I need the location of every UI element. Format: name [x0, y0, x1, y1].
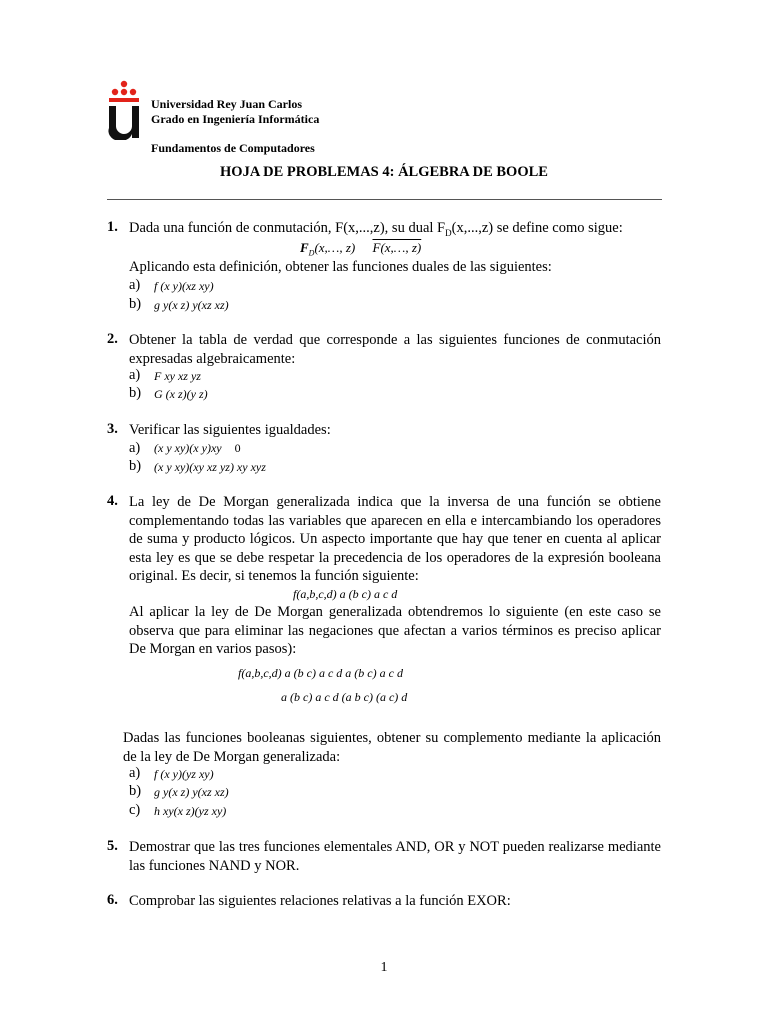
problem-4c-formula: h xy(x z)(yz xy): [154, 804, 227, 818]
problem-1-text-end: (x,...,z) se define como sigue:: [451, 220, 623, 236]
dual-args: (x,…, z): [314, 240, 356, 255]
problem-4-number: 4.: [107, 493, 118, 509]
problem-2-number: 2.: [107, 331, 118, 347]
problem-4-text-3: Dadas las funciones booleanas siguientes, obtener su complemento mediante la aplicación de la ley de De Morgan generalizada:: [123, 730, 661, 765]
problem-1-text-main: Dada una función de conmutación, F(x,...,z), su dual F: [129, 220, 446, 236]
problem-4c-label: c): [129, 802, 141, 818]
problem-5-number: 5.: [107, 838, 118, 854]
problem-3a-label: a): [129, 440, 141, 456]
problem-2b-label: b): [129, 385, 142, 401]
degree-name: Grado en Ingeniería Informática: [151, 112, 320, 126]
problem-1-text: [129, 219, 623, 242]
header-text: [151, 97, 319, 127]
problem-5-text: Demostrar que las tres funciones elementales AND, OR y NOT pueden realizarse mediante las funciones NAND y NOR.: [129, 839, 661, 874]
problem-6-text: Comprobar las siguientes relaciones relativas a la función EXOR:: [129, 893, 511, 909]
dual-definition-rhs: F(x,…, z): [372, 240, 422, 255]
problem-3-number: 3.: [107, 421, 118, 437]
university-name: Universidad Rey Juan Carlos: [151, 97, 303, 111]
problem-4-demorgan-step-2: a (b c) a c d (a b c) (a c) d: [281, 690, 408, 704]
page-number: 1: [380, 960, 388, 975]
problem-3b-formula: (x y xy)(xy xz yz) xy xyz: [154, 460, 266, 474]
problem-3-text: Verificar las siguientes igualdades:: [129, 422, 331, 438]
problem-4-text: La ley de De Morgan generalizada indica que la inversa de una función se obtiene complementando todas las variables que aparecen en ella e intercambiando los operadores de suma y producto lógicos. Un aspecto importante que hay que tener en cuenta al aplicar esta ley es que se debe respetar la precedencia de los operadores de la expresión booleana original. Es decir, si tenemos la función siguiente:: [129, 494, 661, 584]
course-name: Fundamentos de Computadores: [151, 141, 315, 155]
problem-4-function: f(a,b,c,d) a (b c) a c d: [293, 587, 398, 601]
problem-2-text: Obtener la tabla de verdad que corresponde a las siguientes funciones de conmutación expresadas algebraicamente:: [129, 332, 661, 367]
problem-4a-formula: f (x y)(yz xy): [154, 767, 214, 781]
problem-2a-label: a): [129, 367, 141, 383]
problem-2b-formula: G (x z)(y z): [154, 387, 208, 401]
problem-1a-label: a): [129, 277, 141, 293]
problem-1b-formula: g y(x z) y(xz xz): [154, 298, 229, 312]
dual-symbol: F: [300, 240, 309, 255]
problem-1-text-sub: D: [445, 227, 452, 238]
problem-3a-expression: (x y xy)(x y)xy: [154, 441, 222, 455]
problem-1-instruction: Aplicando esta definición, obtener las funciones duales de las siguientes:: [129, 259, 552, 275]
problem-4b-label: b): [129, 783, 142, 799]
problem-1a-formula: f (x y)(xz xy): [154, 279, 214, 293]
problem-3a-result: 0: [234, 441, 241, 455]
header-divider: [107, 199, 662, 200]
problem-2a-formula: F xy xz yz: [154, 369, 201, 383]
problem-6-number: 6.: [107, 892, 118, 908]
problem-4-text-2: Al aplicar la ley de De Morgan generalizada obtendremos lo siguiente (en este caso se observa que para eliminar las negaciones que afectan a varios términos es preciso aplicar De Morgan en varios pasos):: [129, 604, 661, 657]
problem-3a-formula: [154, 441, 241, 456]
dual-subscript: D: [308, 248, 315, 258]
problem-1-number: 1.: [107, 219, 118, 235]
problem-4b-formula: g y(x z) y(xz xz): [154, 785, 229, 799]
university-logo: [107, 80, 141, 140]
problem-3b-label: b): [129, 458, 142, 474]
page-title: HOJA DE PROBLEMAS 4: ÁLGEBRA DE BOOLE: [220, 164, 548, 180]
problem-4-demorgan-step-1: f(a,b,c,d) a (b c) a c d a (b c) a c d: [238, 666, 403, 680]
problem-1-definition: [300, 240, 421, 258]
problem-1b-label: b): [129, 296, 142, 312]
problem-4a-label: a): [129, 765, 141, 781]
